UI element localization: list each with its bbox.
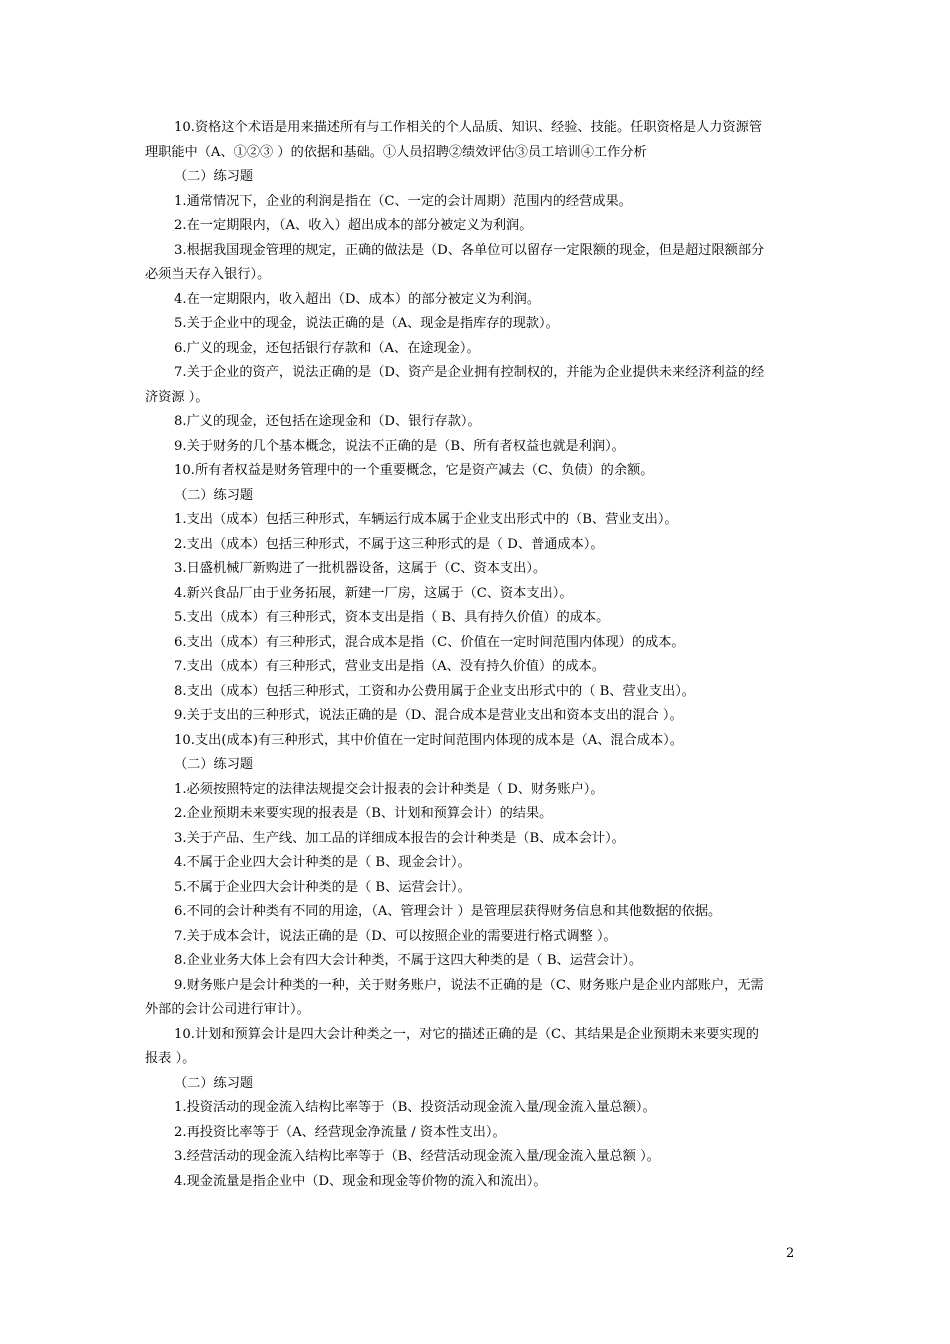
text-line: 1.支出（成本）包括三种形式，车辆运行成本属于企业支出形式中的（B、营业支出）。 — [174, 512, 678, 527]
text-line: 4.不属于企业四大会计种类的是（ B、现金会计）。 — [174, 855, 471, 870]
text-line: 7.关于企业的资产，说法正确的是（D、资产是企业拥有控制权的，并能为企业提供未来经济利益的经 — [174, 365, 765, 380]
text-line: 5.不属于企业四大会计种类的是（ B、运营会计）。 — [174, 879, 471, 895]
text-line: 必须当天存入银行）。 — [145, 267, 271, 282]
text-line: 8.支出（成本）包括三种形式，工资和办公费用属于企业支出形式中的（ B、营业支出）。 — [174, 683, 695, 699]
page-number: 2 — [786, 1246, 795, 1261]
text-line: 3.关于产品、生产线、加工品的详细成本报告的会计种类是（B、成本会计）。 — [174, 830, 625, 846]
text-line: 济资源 ）。 — [145, 389, 209, 405]
text-line: 2.企业预期未来要实现的报表是（B、计划和预算会计）的结果。 — [174, 806, 553, 821]
text-line: 1.必须按照特定的法律法规提交会计报表的会计种类是（ D、财务账户）。 — [174, 781, 604, 797]
text-line: （二）练习题 — [174, 169, 254, 184]
text-line: 3.经营活动的现金流入结构比率等于（B、经营活动现金流入量/现金流入量总额 ）。 — [174, 1149, 660, 1164]
text-line: 2.支出（成本）包括三种形式，不属于这三种形式的是（ D、普通成本）。 — [174, 536, 604, 552]
text-line: （二）练习题 — [174, 757, 254, 772]
text-line: （二）练习题 — [174, 487, 254, 503]
text-line: （二）练习题 — [174, 1075, 254, 1091]
text-line: 4.在一定期限内，收入超出（D、成本）的部分被定义为利润。 — [174, 291, 541, 307]
document-body — [145, 116, 810, 1194]
text-line: 6.支出（成本）有三种形式，混合成本是指（C、价值在一定时间范围内体现）的成本。 — [174, 634, 685, 650]
text-line: 2.在一定期限内，（A、收入）超出成本的部分被定义为利润。 — [174, 218, 533, 233]
text-line: 10.支出(成本)有三种形式，其中价值在一定时间范围内体现的成本是（A、混合成本）。 — [174, 732, 683, 748]
text-line: 10.资格这个术语是用来描述所有与工作相关的个人品质、知识、经验、技能。任职资格是人力资源管 — [174, 120, 763, 135]
text-line: 6.广义的现金，还包括银行存款和（A、在途现金）。 — [174, 340, 480, 356]
text-line: 报表 ）。 — [145, 1051, 196, 1066]
text-line: 5.支出（成本）有三种形式，资本支出是指（ B、具有持久价值）的成本。 — [174, 610, 610, 625]
text-line: 7.关于成本会计，说法正确的是（D、可以按照企业的需要进行格式调整 ）。 — [174, 928, 617, 944]
text-line: 1.投资活动的现金流入结构比率等于（B、投资活动现金流入量/现金流入量总额）。 — [174, 1100, 656, 1115]
text-line: 9.财务账户是会计种类的一种，关于财务账户，说法不正确的是（C、财务账户是企业内部账户，无需 — [174, 977, 764, 993]
text-line: 2.再投资比率等于（A、经营现金净流量 / 资本性支出）。 — [174, 1124, 506, 1140]
text-line: 理职能中（A、①②③ ）的依据和基础。①人员招聘②绩效评估③员工培训④工作分析 — [145, 144, 647, 160]
text-line: 9.关于支出的三种形式，说法正确的是（D、混合成本是营业支出和资本支出的混合 ）。 — [174, 708, 683, 723]
text-line: 7.支出（成本）有三种形式，营业支出是指（A、没有持久价值）的成本。 — [174, 659, 605, 674]
text-line: 8.广义的现金，还包括在途现金和（D、银行存款）。 — [174, 414, 481, 429]
text-line: 1.通常情况下，企业的利润是指在（C、一定的会计周期）范围内的经营成果。 — [174, 193, 632, 209]
text-line: 8.企业业务大体上会有四大会计种类，不属于这四大种类的是（ B、运营会计）。 — [174, 953, 643, 968]
text-line: 9.关于财务的几个基本概念，说法不正确的是（B、所有者权益也就是利润）。 — [174, 438, 625, 454]
text-line: 6.不同的会计种类有不同的用途，（A、管理会计 ）是管理层获得财务信息和其他数据的依据。 — [174, 904, 722, 919]
text-line: 10.计划和预算会计是四大会计种类之一，对它的描述正确的是（C、其结果是企业预期未来要实现的 — [174, 1026, 759, 1042]
text-line: 3.日盛机械厂新购进了一批机器设备，这属于（C、资本支出）。 — [174, 561, 547, 576]
text-line: 3.根据我国现金管理的规定，正确的做法是（D、各单位可以留存一定限额的现金，但是超过限额部分 — [174, 242, 765, 258]
text-line: 10.所有者权益是财务管理中的一个重要概念，它是资产减去（C、负债）的余额。 — [174, 463, 654, 478]
text-line: 5.关于企业中的现金，说法正确的是（A、现金是指库存的现款）。 — [174, 316, 559, 331]
text-line: 外部的会计公司进行审计）。 — [145, 1002, 310, 1017]
text-line: 4.现金流量是指企业中（D、现金和现金等价物的流入和流出）。 — [174, 1173, 547, 1189]
text-line: 4.新兴食品厂由于业务拓展，新建一厂房，这属于（C、资本支出）。 — [174, 585, 573, 601]
